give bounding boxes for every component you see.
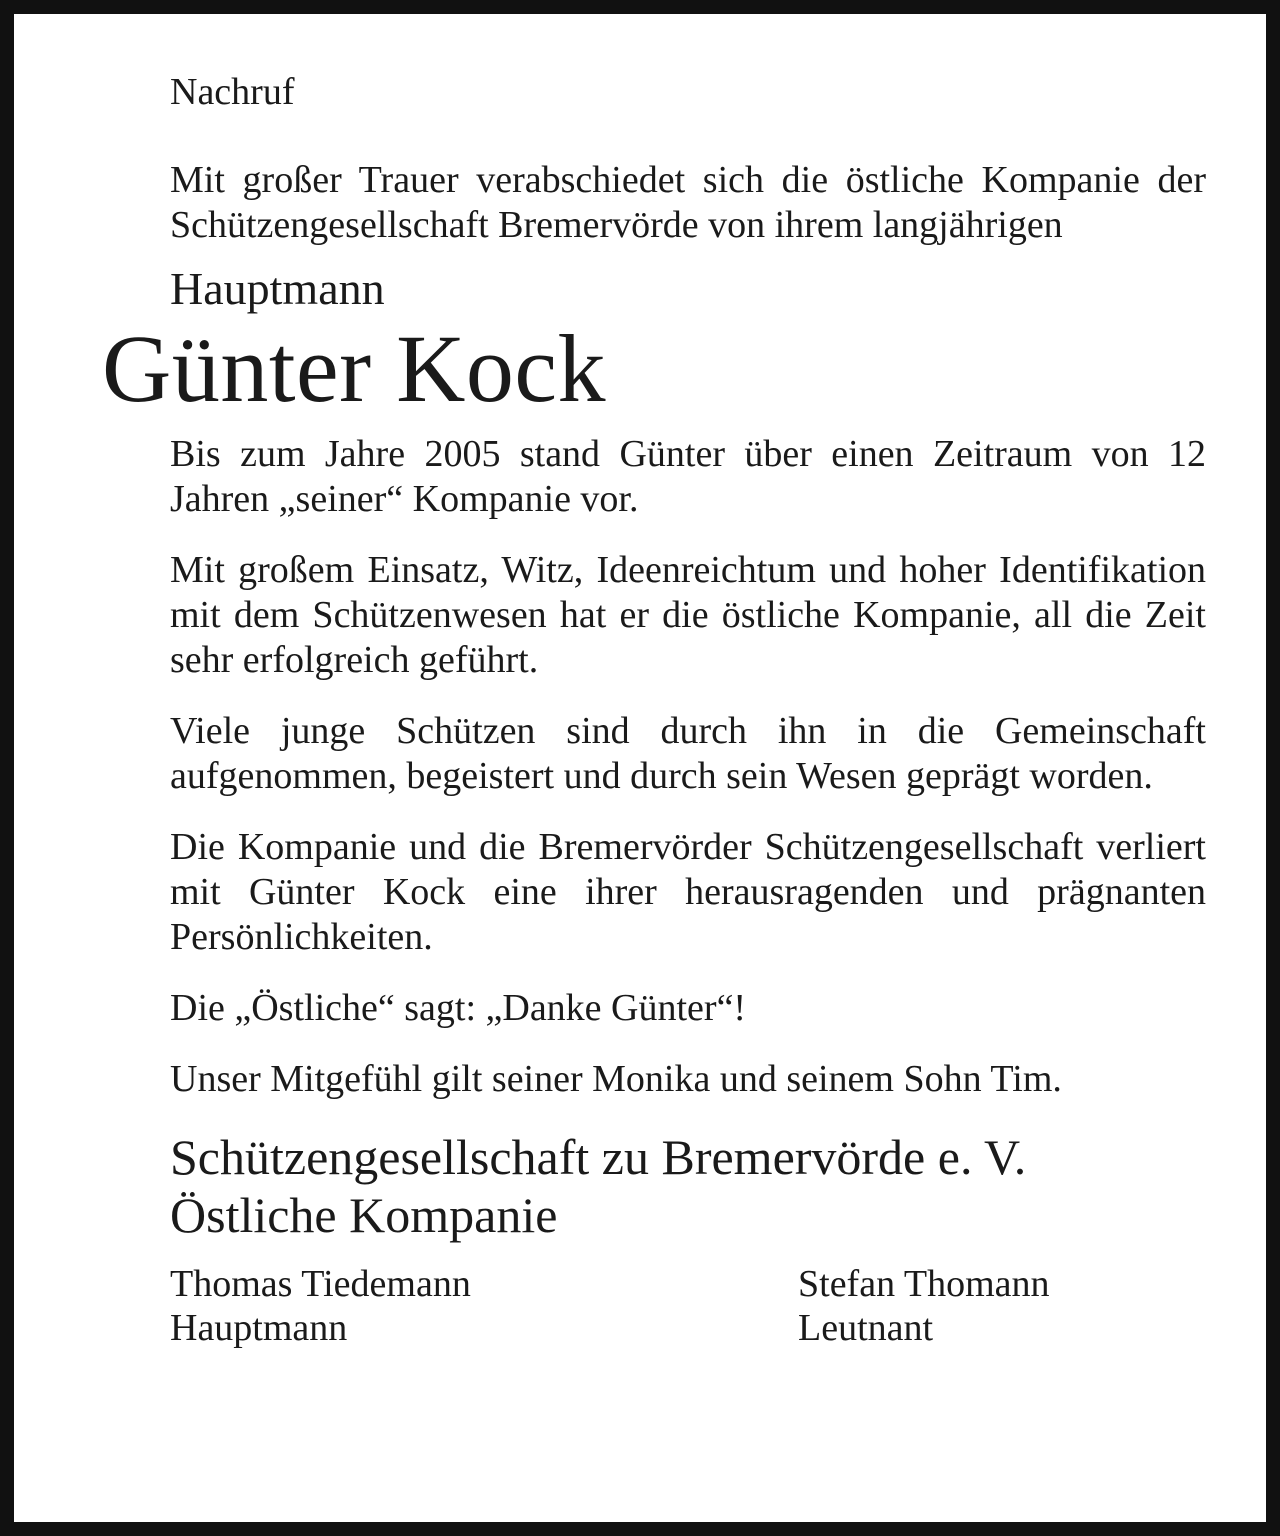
notice-label: Nachruf: [170, 71, 295, 113]
signatory-2: [798, 1262, 1206, 1350]
signatory-1: [170, 1262, 798, 1350]
organization-name: Schützengesellschaft zu Bremervörde e. V.: [170, 1129, 1027, 1185]
paragraph-6: Unser Mitgefühl gilt seiner Monika und seinem Sohn Tim.: [170, 1058, 1062, 1100]
signatory-role: Hauptmann: [170, 1307, 348, 1349]
paragraph-1: Bis zum Jahre 2005 stand Günter über einen Zeitraum von 12 Jahren „seiner“ Kompanie vor.: [170, 433, 1206, 520]
signatory-name: Stefan Thomann: [798, 1263, 1050, 1305]
paragraph-5: Die „Östliche“ sagt: „Danke Günter“!: [170, 987, 747, 1029]
paragraph-3: Viele junge Schützen sind durch ihn in die Gemeinschaft aufgenommen, begeistert und durch sein Wesen geprägt worden.: [170, 710, 1206, 797]
signatures: [170, 1262, 1206, 1350]
deceased-name: Günter Kock: [102, 315, 607, 422]
paragraph-4: Die Kompanie und die Bremervörder Schützengesellschaft verliert mit Günter Kock eine ihrer herausragenden und prägnanten Persönlichkeiten.: [170, 826, 1206, 958]
division-name: Östliche Kompanie: [170, 1187, 558, 1243]
obituary-content: [102, 70, 1206, 1350]
deceased-rank: Hauptmann: [170, 263, 385, 314]
intro-text: Mit großer Trauer verabschiedet sich die östliche Kompanie der Schützengesellschaft Bremervörde von ihrem langjährigen: [170, 159, 1206, 246]
signatory-name: Thomas Tiedemann: [170, 1263, 471, 1305]
signatory-role: Leutnant: [798, 1307, 934, 1349]
paragraph-2: Mit großem Einsatz, Witz, Ideenreichtum und hoher Identifikation mit dem Schützenwesen hat er die östliche Kompanie, all die Zeit sehr erfolgreich geführt.: [170, 549, 1206, 681]
